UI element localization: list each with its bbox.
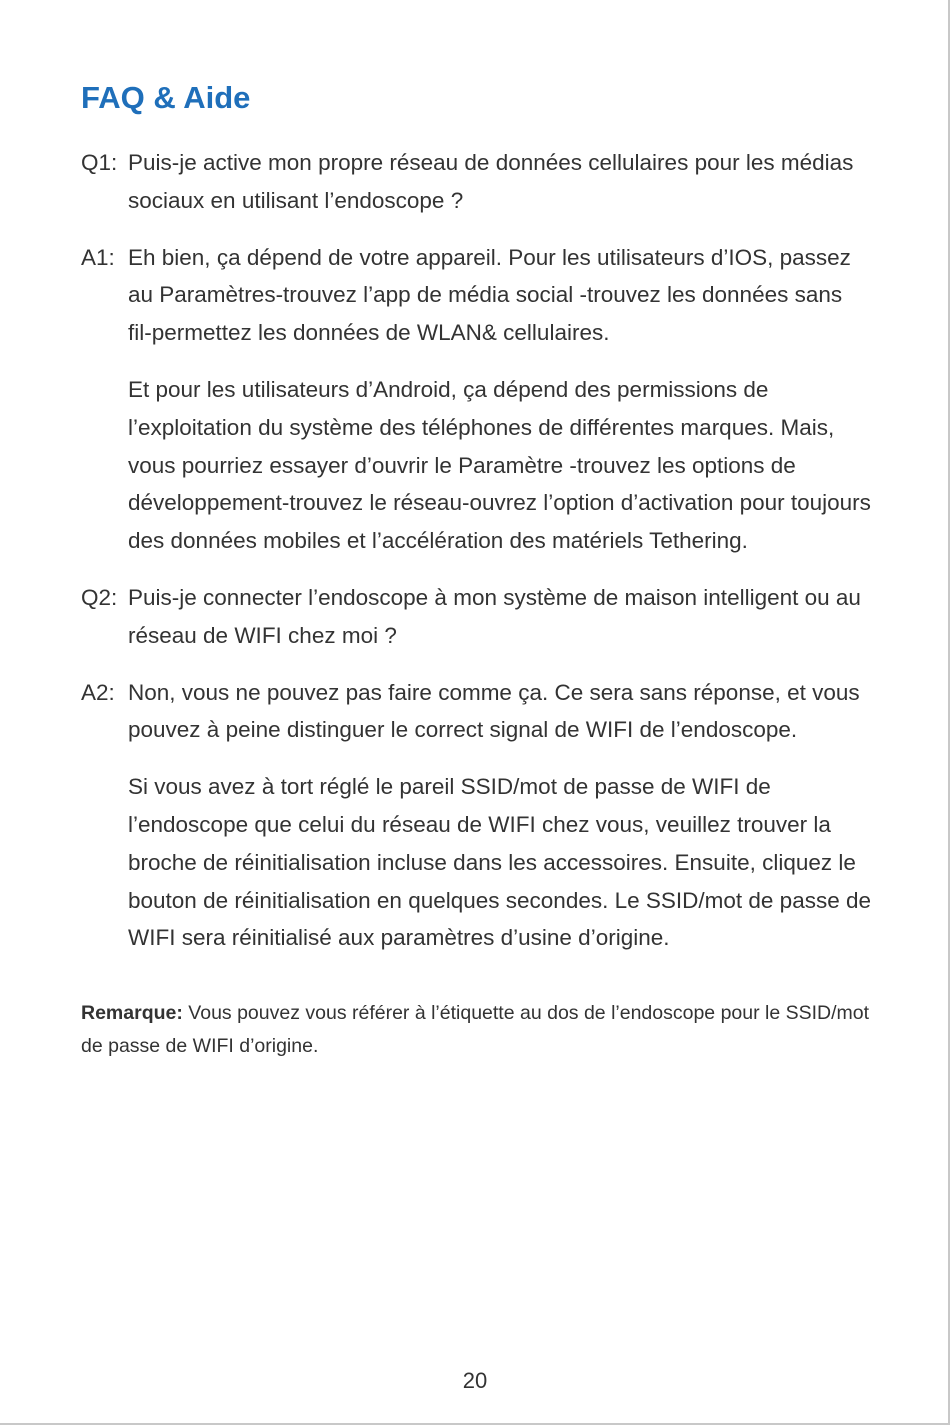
page-title: FAQ & Aide	[81, 80, 251, 115]
answer-2-paragraph-2: Si vous avez à tort réglé le pareil SSID/mot de passe de WIFI de l’endoscope que celui du réseau de WIFI chez vous, veuillez trouver la broche de réinitialisation incluse dans les accessoires. Ensuite, cliquez le bouton de réinitialisation en quelques secondes. Le SSID/mot de passe de WIFI sera réinitialisé aux paramètres d’usine d’origine.	[128, 774, 871, 951]
question-1	[81, 144, 871, 220]
question-2	[81, 579, 871, 655]
answer-2	[81, 674, 871, 750]
note-label: Remarque:	[81, 1002, 183, 1025]
page-content	[81, 76, 871, 1083]
note-text: Vous pouvez vous référer à l’étiquette au dos de l’endoscope pour le SSID/mot de passe de WIFI d’origine.	[81, 1002, 870, 1058]
answer-1-paragraph-2: Et pour les utilisateurs d’Android, ça dépend des permissions de l’exploitation du système des téléphones de différentes marques. Mais, vous pourriez essayer d’ouvrir le Paramètre -trouvez les options de développement-trouvez le réseau-ouvrez l’option d’activation pour toujours des données mobiles et l’accélération des matériels Tethering.	[128, 376, 871, 554]
note	[81, 997, 871, 1063]
question-1-prefix: Q1:	[81, 150, 118, 175]
answer-1-text: Eh bien, ça dépend de votre appareil. Pour les utilisateurs d’IOS, passez au Paramètres-trouvez l’app de média social -trouvez les données sans fil-permettez les données de WLAN& cellulaires.	[128, 244, 851, 346]
question-1-text: Puis-je active mon propre réseau de données cellulaires pour les médias sociaux en utilisant l’endoscope ?	[128, 150, 854, 213]
answer-2-prefix: A2:	[81, 679, 115, 705]
answer-1-prefix: A1:	[81, 244, 115, 270]
answer-1	[81, 239, 871, 352]
question-2-text: Puis-je connecter l’endoscope à mon système de maison intelligent ou au réseau de WIFI chez moi ?	[128, 584, 861, 648]
page-number: 20	[462, 1368, 488, 1393]
question-2-prefix: Q2:	[81, 584, 118, 610]
answer-2-text: Non, vous ne pouvez pas faire comme ça. Ce sera sans réponse, et vous pouvez à peine distinguer le correct signal de WIFI de l’endoscope.	[128, 679, 860, 743]
